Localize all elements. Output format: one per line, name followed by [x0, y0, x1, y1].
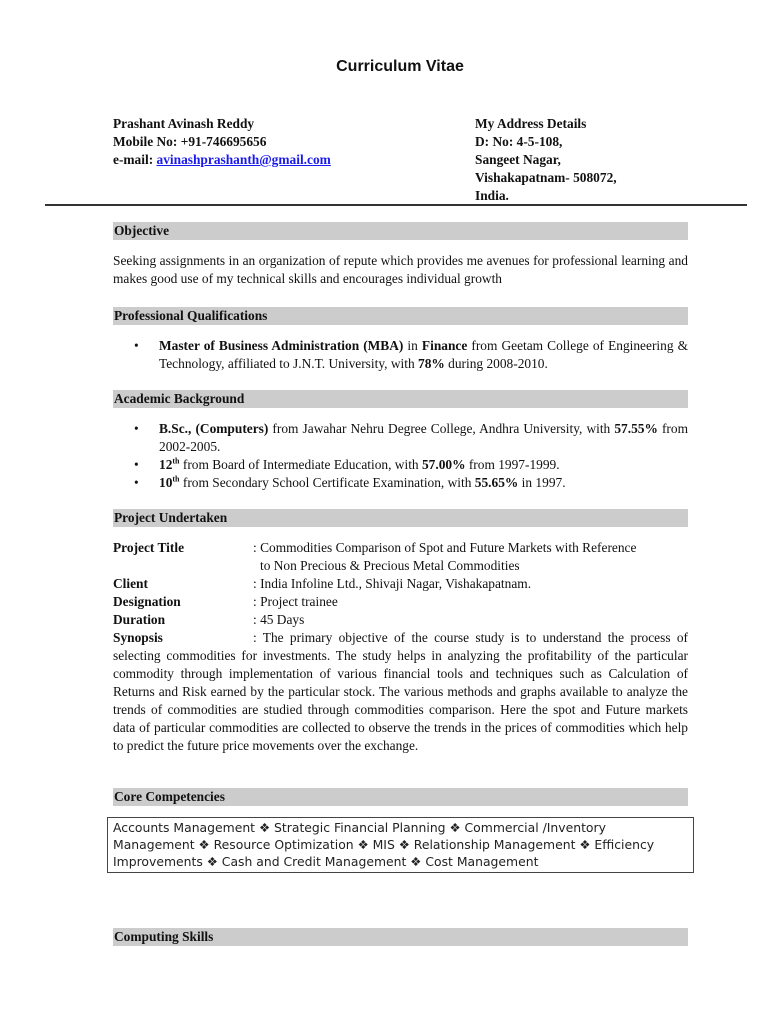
qualification — [159, 457, 180, 472]
professional-qualifications-list — [113, 337, 688, 373]
text-fragment: from Secondary School Certificate Examination, with — [179, 475, 475, 490]
address-heading: My Address Details — [475, 116, 587, 131]
qualification: B.Sc., (Computers) — [159, 421, 269, 436]
percentage: 78% — [418, 356, 445, 371]
field-label: Synopsis — [113, 630, 163, 645]
section-heading-professional-qualifications: Professional Qualifications — [113, 307, 688, 325]
specialization: Finance — [421, 338, 468, 353]
list-item — [113, 420, 688, 456]
email-link[interactable]: avinashprashanth@gmail.com — [156, 152, 331, 167]
text-fragment: 10 — [159, 475, 173, 490]
core-competencies-box: Accounts Management ❖ Strategic Financial Planning ❖ Commercial /Inventory Management ❖ Resource Optimization ❖ MIS ❖ Relationship Management ❖ Efficiency Improvements ❖ Cash and Credit Management ❖ Cost Management — [107, 817, 694, 873]
qualification — [159, 475, 180, 490]
text-fragment: : Commodities Comparison of Spot and Future Markets with Reference — [253, 540, 637, 555]
section-heading-objective: Objective — [113, 222, 688, 240]
bullet-icon: • — [134, 475, 139, 490]
text-fragment: in 1997. — [518, 475, 566, 490]
field-value: : 45 Days — [253, 612, 305, 627]
field-label: Client — [113, 576, 148, 591]
percentage: 57.55% — [614, 421, 658, 436]
address-line-2: Sangeet Nagar, — [475, 152, 561, 167]
field-label: Designation — [113, 594, 181, 609]
header-divider — [45, 204, 747, 206]
list-item — [113, 456, 688, 474]
text-fragment: from Board of Intermediate Education, with — [179, 457, 422, 472]
text-fragment: from 1997-1999. — [465, 457, 560, 472]
degree-name: Master of Business Administration (MBA) — [159, 338, 404, 353]
list-item — [113, 337, 688, 373]
bullet-icon: • — [134, 338, 139, 353]
client-row — [113, 575, 688, 593]
section-heading-project-undertaken: Project Undertaken — [113, 509, 688, 527]
text-fragment: from Jawahar Nehru Degree College, Andhra University, with — [268, 421, 615, 436]
field-label: Project Title — [113, 540, 185, 555]
mobile-line — [113, 133, 331, 151]
synopsis-row — [113, 629, 688, 755]
address-line-4: India. — [475, 188, 509, 203]
section-heading-core-competencies: Core Competencies — [113, 788, 688, 806]
text-fragment: from Geetam College of Engineering & Technology, affiliated to J.N.T. University, with — [159, 338, 688, 371]
email-line — [113, 151, 331, 169]
section-heading-computing-skills: Computing Skills — [113, 928, 688, 946]
email-label: e-mail: — [113, 152, 154, 167]
bullet-icon: • — [134, 457, 139, 472]
contact-details — [113, 115, 331, 169]
text-fragment: in — [403, 338, 422, 353]
text-fragment: during 2008-2010. — [444, 356, 548, 371]
duration-row — [113, 611, 688, 629]
bullet-icon: • — [134, 421, 139, 436]
field-value — [253, 539, 688, 575]
objective-text: Seeking assignments in an organization of repute which provides me avenues for professional learning and makes good use of my technical skills and encourages individual growth — [113, 253, 688, 286]
candidate-name: Prashant Avinash Reddy — [113, 116, 255, 131]
project-details — [113, 539, 688, 755]
section-heading-academic-background: Academic Background — [113, 390, 688, 408]
designation-row — [113, 593, 688, 611]
superscript: th — [172, 474, 180, 484]
text-fragment: from 2002-2005. — [159, 421, 688, 454]
text-fragment: 12 — [159, 457, 173, 472]
mobile-label: Mobile No: — [113, 134, 178, 149]
address-line-1: D: No: 4-5-108, — [475, 134, 563, 149]
field-label: Duration — [113, 612, 166, 627]
address-details — [475, 115, 617, 205]
percentage: 57.00% — [421, 457, 466, 472]
project-title-row — [113, 539, 688, 575]
field-value: : India Infoline Ltd., Shivaji Nagar, Vishakapatnam. — [253, 576, 532, 591]
academic-background-list — [113, 420, 688, 492]
document-title: Curriculum Vitae — [336, 58, 464, 75]
field-value: : Project trainee — [253, 594, 338, 609]
list-item — [113, 474, 688, 492]
address-line-3: Vishakapatnam- 508072, — [475, 170, 617, 185]
synopsis-text: : The primary objective of the course study is to understand the process of selecting commodities for investments. The study helps in analyzing the profitability of the particular commodity through implementation of various financial tools and techniques such as Calculation of Returns and Risk earned by the particular stock. The various methods and graphs available to analyze the trends of commodities are studied through commodities comparison. Here the spot and Future markets data of particular commodities are collected to observe the trends in the prices of commodities which help to predict the future price movements over the exchange. — [113, 630, 688, 753]
text-fragment: to Non Precious & Precious Metal Commodities — [260, 558, 520, 573]
mobile-number: +91-746695656 — [180, 134, 267, 149]
superscript: th — [172, 456, 180, 466]
percentage: 55.65% — [474, 475, 519, 490]
